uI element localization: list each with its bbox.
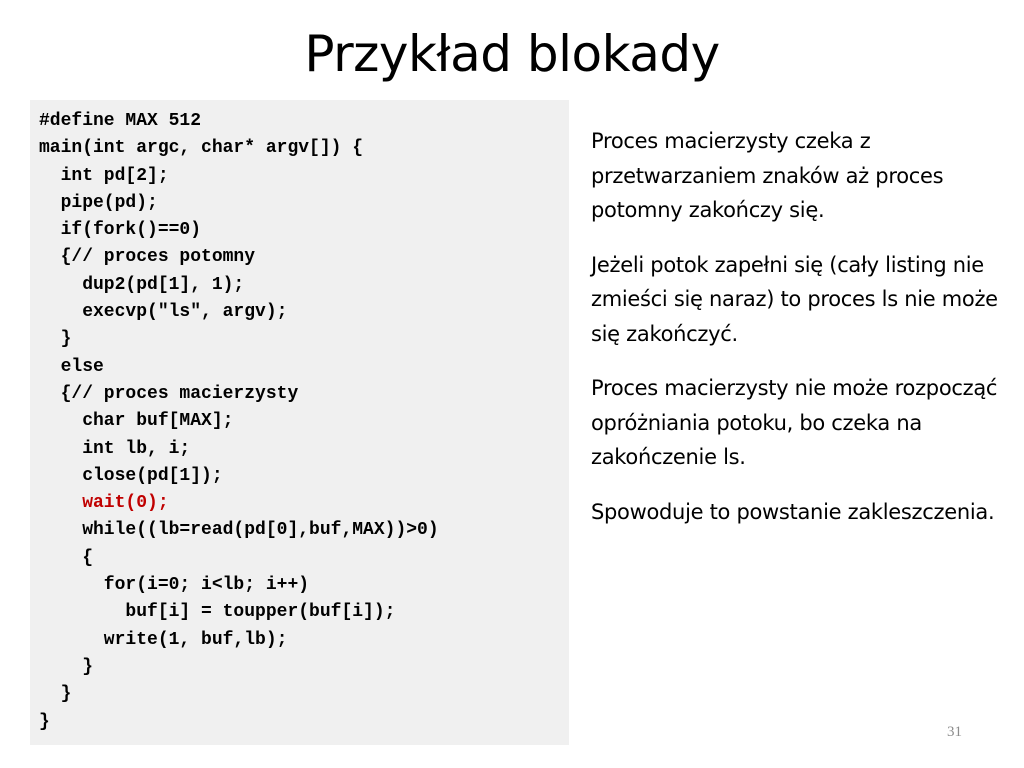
code-line: #define MAX 512: [39, 111, 202, 131]
code-line: {// proces potomny: [39, 247, 256, 268]
code-line: {: [39, 547, 94, 568]
code-line: {// proces macierzysty: [39, 383, 299, 404]
explanation-notes: [591, 124, 1001, 549]
note-paragraph: Spowoduje to powstanie zakleszczenia.: [591, 499, 995, 524]
code-line: }: [39, 329, 72, 350]
code-line: execvp("ls", argv);: [39, 302, 288, 323]
code-line: int pd[2];: [39, 165, 169, 186]
code-line: }: [39, 684, 72, 705]
note-paragraph: Jeżeli potok zapełni się (cały listing nie zmieści się naraz) to proces ls nie może się zakończyć.: [591, 252, 998, 346]
code-line: if(fork()==0): [39, 220, 202, 241]
code-listing: [30, 100, 569, 745]
code-line: char buf[MAX];: [39, 411, 234, 432]
code-line: write(1, buf,lb);: [39, 629, 288, 650]
code-line: dup2(pd[1], 1);: [39, 274, 245, 295]
note-paragraph: Proces macierzysty nie może rozpocząć opróżniania potoku, bo czeka na zakończenie ls.: [591, 376, 998, 469]
slide-title: Przykład blokady: [304, 25, 720, 83]
code-line: else: [39, 356, 104, 377]
code-line: close(pd[1]);: [39, 465, 223, 486]
code-line: }: [39, 711, 50, 732]
code-line: main(int argc, char* argv[]) {: [39, 138, 364, 159]
code-line: buf[i] = toupper(buf[i]);: [39, 602, 396, 623]
code-line: while((lb=read(pd[0],buf,MAX))>0): [39, 520, 439, 541]
page-number: 31: [947, 724, 962, 740]
code-line: for(i=0; i<lb; i++): [39, 575, 310, 596]
code-line: int lb, i;: [39, 438, 191, 459]
code-line: }: [39, 656, 94, 677]
code-line-wait-highlighted: wait(0);: [39, 493, 169, 514]
code-line: pipe(pd);: [39, 192, 158, 213]
note-paragraph: Proces macierzysty czeka z przetwarzaniem znaków aż proces potomny zakończy się.: [591, 129, 944, 222]
